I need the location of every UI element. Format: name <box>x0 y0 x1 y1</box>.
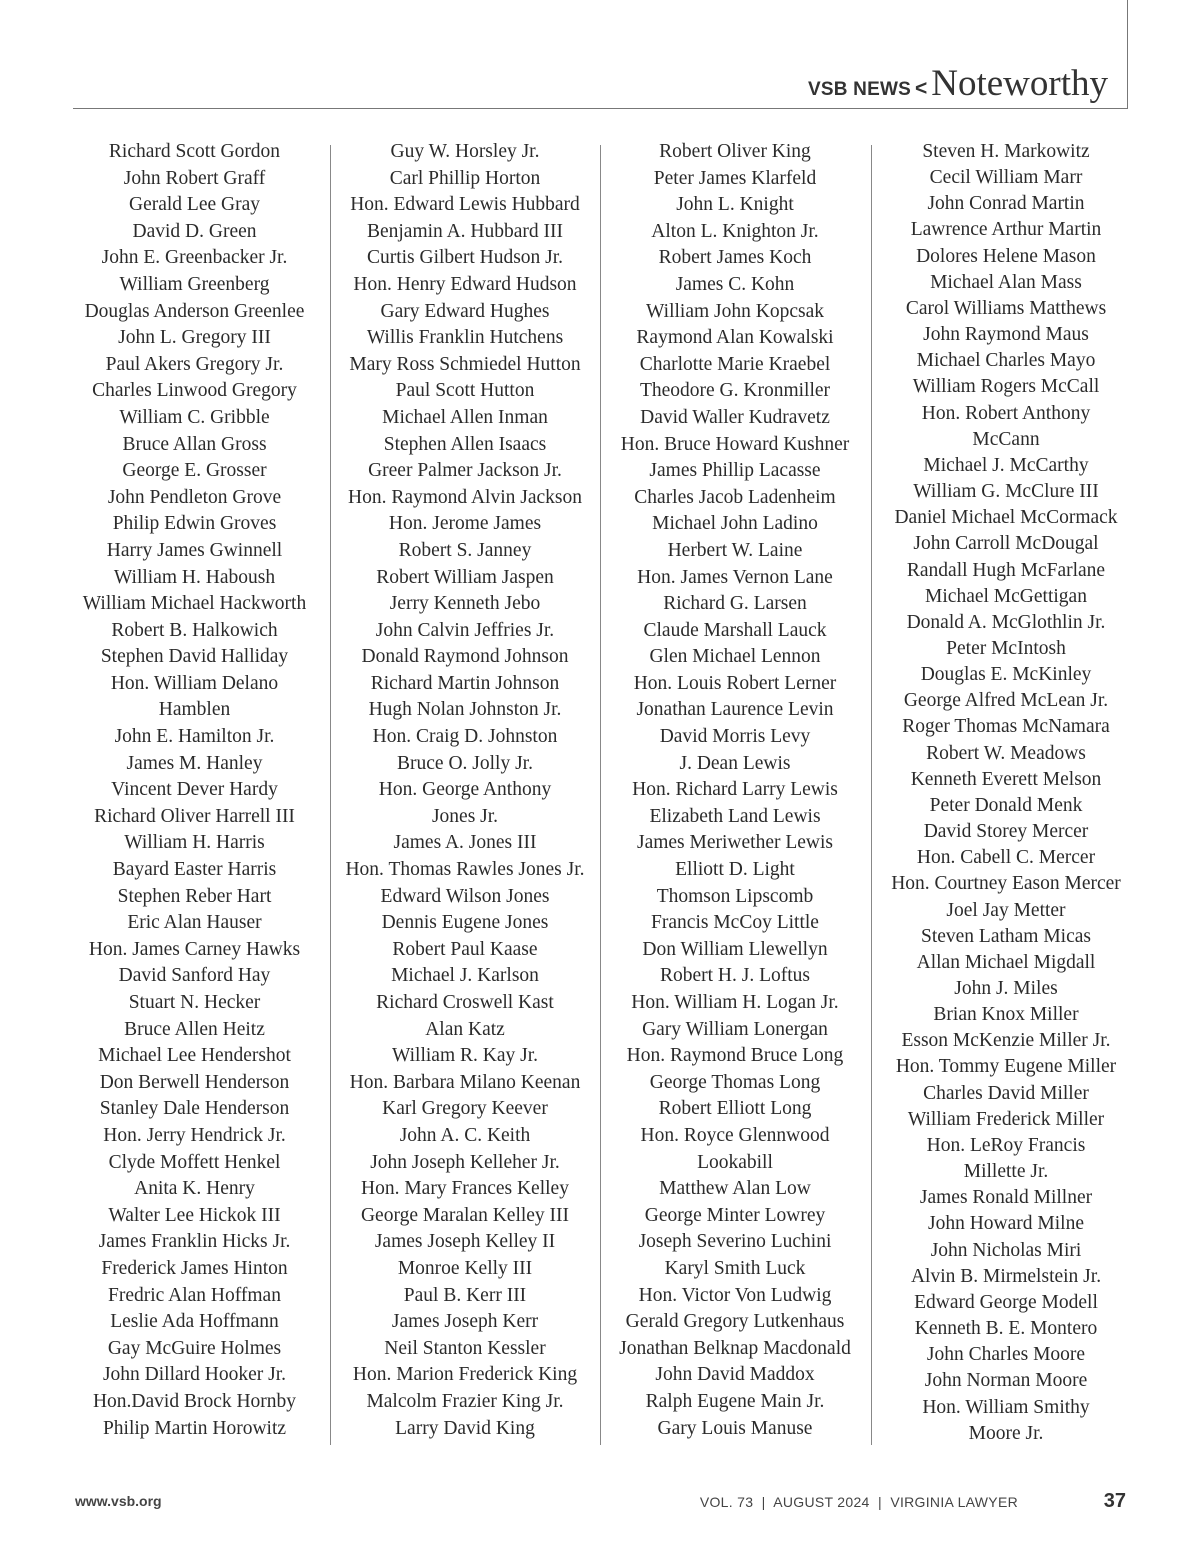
name-entry: Edward George Modell <box>914 1291 1098 1313</box>
name-entry: Hon. James Carney Hawks <box>88 938 301 960</box>
name-entry: Michael Lee Hendershot <box>98 1045 291 1067</box>
header-separator: < <box>914 77 928 100</box>
name-column-4 <box>874 139 1138 1447</box>
name-entry: John Raymond Maus <box>923 324 1089 346</box>
name-entry: John Carroll McDougal <box>913 533 1099 555</box>
name-entry: Jerry Kenneth Jebo <box>389 593 541 615</box>
name-entry: Richard Scott Gordon <box>108 141 281 162</box>
name-entry: William John Kopcsak <box>646 300 824 322</box>
name-entry: Cecil William Marr <box>929 167 1083 189</box>
page-number: 37 <box>1103 1490 1126 1512</box>
name-entry: Gerald Lee Gray <box>128 194 260 216</box>
name-entry: Gay McGuire Holmes <box>107 1337 282 1359</box>
name-entry: Robert B. Halkowich <box>111 619 278 641</box>
name-entry: Hon. Louis Robert Lerner <box>633 672 837 694</box>
name-entry: Donald Raymond Johnson <box>361 646 569 668</box>
name-entry: Hon. Thomas Rawles Jones Jr. <box>345 859 585 881</box>
name-entry: Robert H. J. Loftus <box>659 965 811 987</box>
name-entry: John Norman Moore <box>924 1370 1088 1392</box>
name-entry: Thomson Lipscomb <box>656 885 814 907</box>
name-entry: Michael Allen Inman <box>382 406 548 428</box>
name-entry: Frederick James Hinton <box>101 1257 288 1279</box>
name-entry: William Rogers McCall <box>912 376 1100 398</box>
name-entry: John Robert Graff <box>123 167 266 189</box>
name-entry: John L. Gregory III <box>118 327 271 349</box>
name-entry: Malcolm Frazier King Jr. <box>366 1390 564 1412</box>
name-entry: Hon. Tommy Eugene Miller <box>895 1056 1117 1078</box>
name-entry: James Meriwether Lewis <box>636 832 834 854</box>
name-entry: Gary William Lonergan <box>642 1018 828 1040</box>
running-header <box>808 60 1108 115</box>
name-entry: Paul B. Kerr III <box>403 1284 527 1306</box>
name-entry: Michael McGettigan <box>925 585 1087 607</box>
name-entry: Dolores Helene Mason <box>916 245 1096 267</box>
name-entry: John Conrad Martin <box>927 193 1085 215</box>
name-entry: Steven H. Markowitz <box>922 141 1090 162</box>
name-entry: Michael J. Karlson <box>391 965 539 987</box>
name-entry: Francis McCoy Little <box>651 912 819 934</box>
name-entry: John E. Hamilton Jr. <box>114 726 275 748</box>
name-entry: Hon. Royce Glennwood <box>640 1124 830 1146</box>
name-entry: Hon. William Smithy <box>922 1396 1090 1418</box>
name-entry: Guy W. Horsley Jr. <box>390 141 540 162</box>
column-divider <box>871 145 872 1445</box>
name-entry: Richard G. Larsen <box>663 593 807 615</box>
name-entry: Kenneth Everett Melson <box>910 768 1102 790</box>
name-entry: Hon.David Brock Hornby <box>92 1390 297 1412</box>
name-entry: Matthew Alan Low <box>659 1178 811 1200</box>
name-entry: Philip Edwin Groves <box>112 513 277 535</box>
name-entry: Peter James Klarfeld <box>653 167 817 189</box>
name-entry: David Storey Mercer <box>923 821 1089 843</box>
name-entry: James A. Jones III <box>393 832 537 854</box>
name-entry: James Franklin Hicks Jr. <box>98 1231 291 1253</box>
name-entry: McCann <box>972 428 1040 450</box>
name-entry: Robert James Koch <box>658 247 812 269</box>
name-entry: Alton L. Knighton Jr. <box>651 220 819 242</box>
name-entry: Hon. Henry Edward Hudson <box>353 273 577 295</box>
name-entry: John Charles Moore <box>926 1344 1086 1366</box>
name-entry: Don Berwell Henderson <box>99 1071 290 1093</box>
name-entry: Paul Akers Gregory Jr. <box>105 353 284 375</box>
name-entry: John Calvin Jeffries Jr. <box>375 619 555 641</box>
name-entry: John A. C. Keith <box>399 1124 531 1146</box>
name-entry: Robert Elliott Long <box>658 1098 812 1120</box>
name-entry: Edward Wilson Jones <box>380 885 550 907</box>
name-entry: Greer Palmer Jackson Jr. <box>368 460 562 482</box>
name-entry: Hon. Marion Frederick King <box>352 1364 578 1386</box>
name-entry: Hon. William H. Logan Jr. <box>631 992 839 1013</box>
name-entry: John J. Miles <box>954 978 1058 999</box>
name-entry: Peter McIntosh <box>946 637 1066 659</box>
name-entry: Allan Michael Migdall <box>916 951 1096 973</box>
name-entry: Hon. Raymond Bruce Long <box>626 1045 844 1067</box>
page-title: Noteworthy <box>931 63 1108 104</box>
name-entry: Stephen Reber Hart <box>117 885 272 907</box>
name-entry: Charlotte Marie Kraebel <box>639 353 831 375</box>
name-entry: Clyde Moffett Henkel <box>108 1151 281 1173</box>
name-entry: David D. Green <box>132 220 257 242</box>
name-entry: Donald A. McGlothlin Jr. <box>906 611 1106 633</box>
name-entry: William C. Gribble <box>119 406 270 428</box>
name-entry: Philip Martin Horowitz <box>102 1417 287 1439</box>
name-entry: Lookabill <box>697 1151 773 1173</box>
name-entry: Claude Marshall Lauck <box>643 619 827 641</box>
name-entry: Douglas E. McKinley <box>920 664 1092 686</box>
name-entry: Stanley Dale Henderson <box>99 1098 290 1120</box>
name-entry: Theodore G. Kronmiller <box>639 380 831 402</box>
name-entry: Alvin B. Mirmelstein Jr. <box>910 1265 1102 1287</box>
name-entry: Larry David King <box>395 1417 535 1439</box>
name-entry: George Maralan Kelley III <box>360 1204 570 1226</box>
name-entry: John Pendleton Grove <box>107 486 282 508</box>
name-entry: Richard Martin Johnson <box>370 672 560 694</box>
name-entry: William Frederick Miller <box>907 1108 1105 1130</box>
name-entry: George Alfred McLean Jr. <box>903 690 1109 712</box>
name-entry: Robert Paul Kaase <box>392 938 538 960</box>
name-entry: Moore Jr. <box>968 1422 1044 1444</box>
name-entry: Richard Croswell Kast <box>376 992 554 1013</box>
name-entry: Bayard Easter Harris <box>112 859 277 881</box>
name-entry: Leslie Ada Hoffmann <box>110 1311 279 1333</box>
name-entry: Anita K. Henry <box>134 1178 255 1200</box>
name-entry: James C. Kohn <box>675 273 795 295</box>
name-entry: Mary Ross Schmiedel Hutton <box>349 353 581 375</box>
name-entry: Ralph Eugene Main Jr. <box>645 1390 825 1412</box>
name-entry: George E. Grosser <box>122 460 267 482</box>
footer-issue-info: VOL. 73 | AUGUST 2024 | VIRGINIA LAWYER <box>699 1494 1018 1510</box>
name-entry: Hugh Nolan Johnston Jr. <box>368 699 562 721</box>
name-entry: Robert S. Janney <box>398 539 532 561</box>
name-entry: Carol Williams Matthews <box>905 297 1107 319</box>
name-entry: Carl Phillip Horton <box>389 167 541 189</box>
name-entry: Don William Llewellyn <box>642 938 828 960</box>
name-entry: Hon. Bruce Howard Kushner <box>620 433 850 455</box>
name-entry: Hon. Richard Larry Lewis <box>632 779 838 801</box>
name-entry: James M. Hanley <box>126 752 263 774</box>
name-entry: William H. Harris <box>124 832 265 854</box>
name-entry: Richard Oliver Harrell III <box>94 805 295 827</box>
name-entry: Charles Jacob Ladenheim <box>634 486 836 508</box>
name-entry: Hon. Victor Von Ludwig <box>638 1284 832 1306</box>
name-entry: Neil Stanton Kessler <box>384 1337 546 1359</box>
name-entry: Gary Edward Hughes <box>380 300 550 322</box>
name-entry: Hon. Jerry Hendrick Jr. <box>103 1124 286 1146</box>
name-entry: Elizabeth Land Lewis <box>649 805 821 827</box>
name-entry: Bruce O. Jolly Jr. <box>397 752 533 774</box>
name-entry: Lawrence Arthur Martin <box>910 219 1102 241</box>
name-entry: George Minter Lowrey <box>644 1204 826 1226</box>
name-entry: Millette Jr. <box>963 1161 1049 1183</box>
name-entry: Elliott D. Light <box>675 859 795 881</box>
name-entry: David Morris Levy <box>659 726 811 748</box>
name-entry: Bruce Allen Heitz <box>124 1018 265 1040</box>
name-entry: William H. Haboush <box>113 566 276 588</box>
name-entry: John E. Greenbacker Jr. <box>101 247 288 269</box>
name-column-1 <box>62 139 327 1442</box>
name-entry: Michael Alan Mass <box>930 271 1082 293</box>
name-entry: Joel Jay Metter <box>946 899 1066 921</box>
name-entry: Herbert W. Laine <box>667 539 803 561</box>
name-entry: Hon. LeRoy Francis <box>926 1134 1086 1156</box>
name-entry: Michael John Ladino <box>652 513 818 535</box>
name-entry: Walter Lee Hickok III <box>108 1204 281 1226</box>
section-label: VSB NEWS <box>808 79 911 100</box>
name-entry: John L. Knight <box>676 194 794 216</box>
name-entry: James Ronald Millner <box>919 1187 1093 1209</box>
name-entry: Raymond Alan Kowalski <box>636 327 834 349</box>
name-entry: William Michael Hackworth <box>82 593 307 615</box>
name-entry: Gary Louis Manuse <box>657 1417 813 1439</box>
footer-website: www.vsb.org <box>75 1493 162 1509</box>
name-entry: Daniel Michael McCormack <box>894 507 1118 529</box>
name-entry: Jonathan Laurence Levin <box>636 699 834 721</box>
name-entry: Karyl Smith Luck <box>664 1257 806 1279</box>
name-entry: Bruce Allan Gross <box>122 433 267 455</box>
name-entry: Charles David Miller <box>923 1082 1089 1104</box>
name-entry: Stephen David Halliday <box>100 646 289 668</box>
name-entry: William R. Kay Jr. <box>392 1045 538 1067</box>
name-entry: Glen Michael Lennon <box>649 646 821 668</box>
name-entry: Kenneth B. E. Montero <box>914 1318 1098 1340</box>
name-entry: Fredric Alan Hoffman <box>108 1284 281 1306</box>
name-entry: John Howard Milne <box>928 1213 1084 1235</box>
name-entry: John Dillard Hooker Jr. <box>102 1364 287 1386</box>
name-entry: Benjamin A. Hubbard III <box>366 220 564 242</box>
name-entry: Esson McKenzie Miller Jr. <box>901 1030 1111 1052</box>
name-entry: David Waller Kudravetz <box>640 406 830 428</box>
name-entry: Peter Donald Menk <box>929 794 1083 816</box>
name-entry: William G. McClure III <box>913 481 1099 503</box>
name-entry: John Joseph Kelleher Jr. <box>370 1151 560 1173</box>
name-entry: Steven Latham Micas <box>920 925 1092 947</box>
name-entry: Hon. Raymond Alvin Jackson <box>348 486 582 508</box>
name-entry: Paul Scott Hutton <box>395 380 535 402</box>
name-entry: Willis Franklin Hutchens <box>366 327 564 349</box>
name-entry: Jones Jr. <box>431 805 499 827</box>
name-entry: Jonathan Belknap Macdonald <box>619 1337 851 1359</box>
name-entry: William Greenberg <box>119 273 270 295</box>
name-entry: John David Maddox <box>655 1364 815 1386</box>
name-entry: Randall Hugh McFarlane <box>906 559 1106 581</box>
name-entry: John Nicholas Miri <box>930 1239 1082 1261</box>
name-column-3 <box>603 139 867 1442</box>
name-entry: Gerald Gregory Lutkenhaus <box>625 1311 845 1333</box>
name-entry: Brian Knox Miller <box>933 1004 1079 1026</box>
name-entry: Hon. Barbara Milano Keenan <box>349 1071 581 1093</box>
name-entry: Hon. Craig D. Johnston <box>372 726 558 748</box>
name-entry: Hon. Edward Lewis Hubbard <box>350 194 580 216</box>
name-entry: Robert Oliver King <box>659 141 811 162</box>
name-entry: Stephen Allen Isaacs <box>383 433 547 455</box>
name-column-2 <box>333 139 597 1442</box>
name-entry: Michael J. McCarthy <box>923 454 1089 476</box>
name-entry: Hon. Cabell C. Mercer <box>916 847 1096 869</box>
name-entry: Hon. William Delano <box>110 672 279 694</box>
name-entry: Curtis Gilbert Hudson Jr. <box>366 247 564 269</box>
name-entry: James Joseph Kelley II <box>374 1231 556 1253</box>
name-entry: Harry James Gwinnell <box>106 539 283 561</box>
name-entry: Michael Charles Mayo <box>916 350 1096 372</box>
header-vertical-rule <box>1127 0 1128 108</box>
name-entry: Hon. Mary Frances Kelley <box>361 1178 569 1200</box>
name-entry: Douglas Anderson Greenlee <box>84 300 305 322</box>
name-entry: James Phillip Lacasse <box>649 460 821 482</box>
name-entry: J. Dean Lewis <box>679 752 791 774</box>
name-entry: Hon. George Anthony <box>378 779 552 801</box>
name-entry: Hon. James Vernon Lane <box>637 566 833 588</box>
name-entry: Stuart N. Hecker <box>128 992 261 1013</box>
name-entry: Roger Thomas McNamara <box>902 716 1110 738</box>
name-entry: James Joseph Kerr <box>391 1311 539 1333</box>
name-entry: David Sanford Hay <box>118 965 271 987</box>
name-entry: Monroe Kelly III <box>397 1257 533 1279</box>
name-entry: Hon. Jerome James <box>388 513 542 535</box>
name-entry: Eric Alan Hauser <box>127 912 262 934</box>
name-entry: Hamblen <box>158 699 231 721</box>
name-entry: Hon. Robert Anthony <box>921 402 1091 424</box>
name-entry: Charles Linwood Gregory <box>92 380 297 402</box>
name-entry: Karl Gregory Keever <box>382 1098 548 1120</box>
name-entry: Robert William Jaspen <box>376 566 554 588</box>
name-entry: Hon. Courtney Eason Mercer <box>891 873 1121 895</box>
name-entry: Joseph Severino Luchini <box>638 1231 832 1253</box>
name-entry: George Thomas Long <box>649 1071 821 1093</box>
column-divider <box>600 145 601 1445</box>
name-entry: Robert W. Meadows <box>926 742 1086 764</box>
column-divider <box>330 145 331 1445</box>
name-entry: Vincent Dever Hardy <box>111 779 278 801</box>
name-entry: Dennis Eugene Jones <box>381 912 549 934</box>
name-entry: Alan Katz <box>425 1018 505 1040</box>
